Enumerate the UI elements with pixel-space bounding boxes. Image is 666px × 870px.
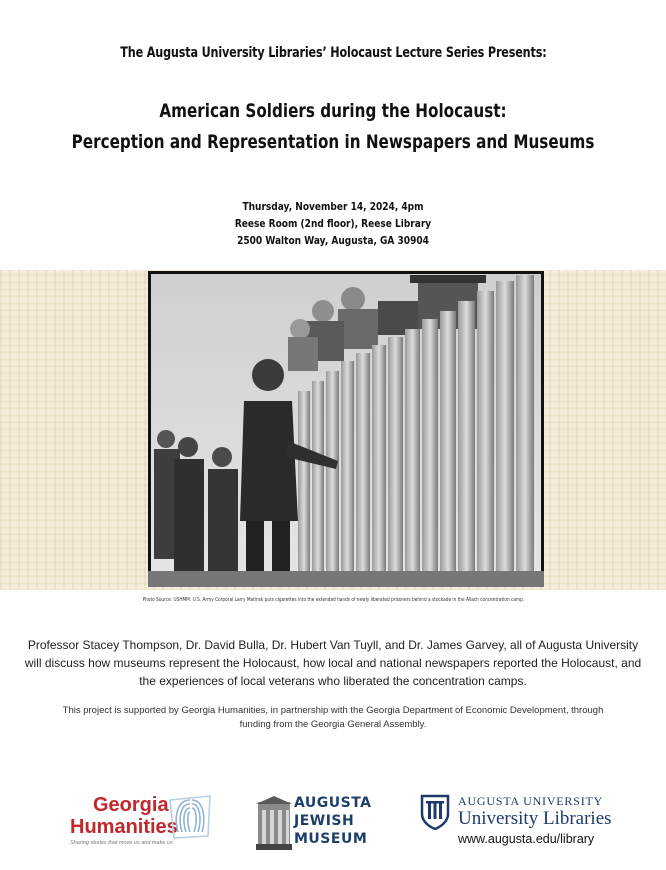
title-line-1: American Soldiers during the Holocaust:: [159, 100, 507, 122]
lecture-title: [0, 96, 666, 158]
ajm-line1: AUGUSTA: [294, 795, 372, 811]
title-line-2: Perception and Representation in Newspapers and Museums: [71, 131, 595, 153]
event-date-time: Thursday, November 14, 2024, 4pm: [242, 200, 424, 213]
au-shield-icon: [420, 794, 450, 830]
gh-logo-tagline: Sharing stories that move us and make us: [70, 840, 173, 846]
photo-credit: Photo Source: USHMM: U.S. Army Corporal Larry Matinsk puts cigarettes into the extended hands of newly liberated prisoners behind a stockade in the Allach concentration camp.: [142, 597, 524, 603]
event-details: [0, 198, 666, 249]
museum-building-icon: [256, 796, 292, 850]
library-url-link[interactable]: www.augusta.edu/library: [458, 832, 595, 846]
series-heading: The Augusta University Libraries’ Holocaust Lecture Series Presents:: [119, 45, 547, 61]
augusta-jewish-museum-logo[interactable]: [256, 792, 386, 854]
lecture-description: Professor Stacey Thompson, Dr. David Bulla, Dr. Hubert Van Tuyll, and Dr. James Garvey, all of Augusta University will discuss how museums represent the Holocaust, how local and national newspapers reported the Holocaust, and the experiences of local veterans who liberated the concentration camps.: [24, 638, 642, 688]
event-room: Reese Room (2nd floor), Reese Library: [234, 217, 432, 230]
historical-photo: [148, 271, 544, 587]
ajm-line3: MUSEUM: [294, 831, 368, 847]
au-logo-name: AUGUSTA UNIVERSITY: [458, 794, 604, 808]
gh-logo-line1: Georgia: [93, 794, 169, 816]
au-logo-libraries: University Libraries: [458, 808, 612, 829]
gh-logo-line2: Humanities: [70, 816, 178, 838]
fingerprint-icon: [164, 790, 218, 842]
georgia-humanities-logo[interactable]: [70, 790, 220, 850]
funding-statement: This project is supported by Georgia Humanities, in partnership with the Georgia Department of Economic Development, through funding from the Georgia General Assembly.: [62, 705, 604, 730]
event-address: 2500 Walton Way, Augusta, GA 30904: [237, 234, 429, 247]
ajm-line2: JEWISH: [294, 813, 355, 829]
augusta-university-libraries-logo[interactable]: [420, 792, 640, 854]
